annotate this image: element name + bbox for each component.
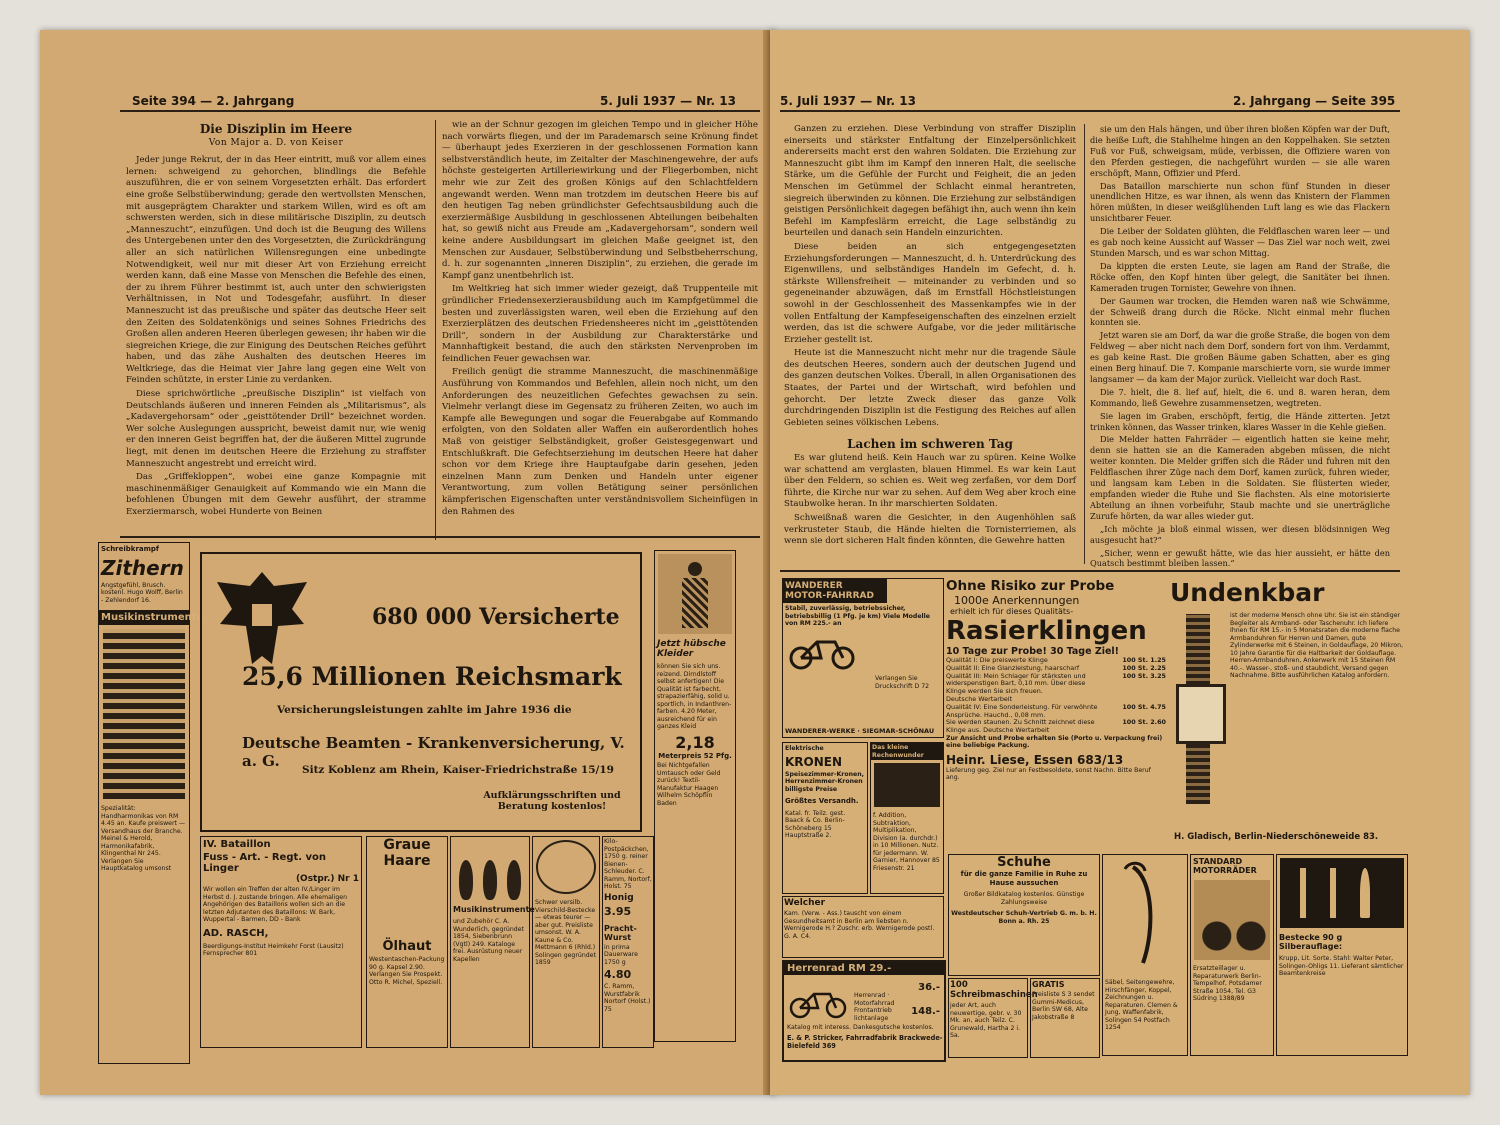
undenkbar-ad xyxy=(1170,578,1408,848)
header-rule xyxy=(120,110,760,112)
ad-text: können Sie sich uns. reizend. Dirndlstoff selbst anfertigen! Die Qualität ist farbecht, strapazierfähig, solid u. sportlich, in Indanthren-farben. 4.20 Meter, ausreichend für ein ganzes Kleid xyxy=(657,663,732,730)
ad-text: Stabil, zuverlässig, betriebssicher, betriebsbillig (1 Pfg. je km) Viele Modelle von RM 225.- an xyxy=(785,605,930,627)
wanderer-ad xyxy=(782,578,944,738)
herrenrad-ad xyxy=(782,960,946,1062)
ad-footer: WANDERER-WERKE · SIEGMAR-SCHÖNAU xyxy=(785,727,935,735)
ad-title: IV. Bataillon xyxy=(203,839,271,850)
schreibmaschinen-ad xyxy=(948,978,1038,1058)
ad-text: Westentaschen-Packung 90 g. Kapsel 2.90. Verlangen Sie Prospekt. Otto R. Michel, Speziell. xyxy=(369,956,445,986)
blade-price-row xyxy=(946,673,1166,696)
insurance-note: Aufklärungsschriften und Beratung kostenlos! xyxy=(483,790,621,812)
article-paragraph: Diese beiden an sich entgegengesetzten Erziehungsforderungen — Manneszucht, d. h. Unterdrückung des Eigenwillens, und selbständiges Handeln im Gefecht, d. h. stärkste Willensfreiheit — miteinander zu verbinden und so gegeneinander abzuwägen, daß im Ernstfall Höchstleistungen sowohl in der Geschlossenheit des Massenkampfes wie in der vollen Entfaltung der Kampfeseigenschaften des einzelnen erzielt werden, das ist die schwere Aufgabe, vor die jeder militärische Erzieher gestellt ist. xyxy=(784,241,1076,345)
instruments-image xyxy=(454,840,526,900)
ad-title: 100 Schreibmaschinen xyxy=(950,980,1038,1000)
ad-price: 4.80 xyxy=(604,968,632,981)
story-title: Lachen im schweren Tag xyxy=(847,437,1013,452)
blade-quality-label: Qualität III: Mein Schlager für stärksten und widerspenstigen Bart, 0,10 mm. Über diese Klinge werden Sie sich freuen. xyxy=(946,671,1086,696)
ads-rule xyxy=(780,570,1400,572)
article-paragraph: Diese sprichwörtliche „preußische Disziplin“ ist vielfach von Deutschlands äußeren und inneren Feinden als „Militarismus“, als „Kadavergehorsam“ oder „geisttötender Drill“ bezeichnet worden. Wer solche Auslegungen ausspricht, beweist damit nur, wie wenig er den inneren Geist begriffen hat, der die äußeren Mittel zugrunde liegt, mit denen im deutschen Heere die Erziehung zu straffster Manneszucht angestrebt und erreicht wird. xyxy=(126,389,426,469)
ad-title: Herrenrad RM 29.- xyxy=(784,962,944,975)
ad-sub: für die ganze Familie in Ruhe zu Hause aussuchen xyxy=(960,870,1088,887)
blade-quality-label: Deutsche Wertarbeit xyxy=(946,694,1013,703)
ad-title: KRONEN xyxy=(785,754,843,769)
ad-text: Speisezimmer-Kronen, Herrenzimmer-Kronen billigste Preise xyxy=(785,770,864,793)
bestecke-ad xyxy=(1276,854,1408,1056)
payout-caption: Versicherungsleistungen zahlte im Jahre 1936 die xyxy=(277,704,572,716)
story-paragraph: Schweißnaß waren die Gesichter, in den Augenhöhlen saß verkrusteter Staub, die Hände hielten die Tornisterriemen, als wenn sie dort sicheren Halt finden könnten, die Gewehre hatten xyxy=(784,513,1076,547)
ad-line: Fuss - Art. - Regt. von Linger xyxy=(203,852,327,874)
rechenwunder-ad xyxy=(870,742,944,894)
honig-ad xyxy=(602,836,654,1048)
ad-footer: Bei Nichtgefallen Umtausch oder Geld zurück! Textil-Manufaktur Haagen Wilhelm Schöpflin Baden xyxy=(657,762,721,807)
motor-bicycle-image xyxy=(787,630,857,670)
article-paragraph: wie an der Schnur gezogen im gleichen Tempo und in gleicher Höhe nach vorwärts fliegen, und der im Parademarsch seine Krönung findet — überhaupt jedes Exerzieren in der geschlossenen Formation kann selbstverständlich heute, im Zeitalter der Maschinengewehre, der aufs höchste gesteigerten Artilleriewirkung und der Fliegerbomben, nicht mehr wie zur Zeit des großen Königs auf den Schlachtfeldern angewandt werden. Wenn man trotzdem im deutschen Heere bis auf den heutigen Tag neben gründlichster Gefechtsausbildung auch die exerziermäßige Ausbildung in geschlossenen Abteilungen beibehalten hat, so gewiß nicht aus Freude am „Kadavergehorsam“, sondern weil keine andere Ausbildungsart im gleichen Maße geeignet ist, den Menschen zur Ausdauer, Selbstüberwindung und Selbstbeherrschung, d. h. zur sogenannten „inneren Disziplin“, zu erziehen, die gerade im Kampf ganz unentbehrlich ist. xyxy=(442,120,758,281)
ad-title: Welcher xyxy=(784,898,826,908)
story-paragraph: Die Leiber der Soldaten glühten, die Feldflaschen waren leer — und es gab noch keine Aussicht auf Wasser — Das Ziel war noch weit, zwei Stunden Marsch, und es war schon Mittag. xyxy=(1090,226,1390,258)
ad-title: Schuhe xyxy=(997,855,1051,870)
ad-text: Säbel, Seitengewehre, Hirschfänger, Koppel, Zeichnungen u. Reparaturen. Clemen & Jung, Waffenfabrik, Solingen 54 Postfach 1254 xyxy=(1105,979,1178,1031)
story-paragraph: Es war glutend heiß. Kein Hauch war zu spüren. Keine Wolke war schattend am verglasten, blauen Himmel. Es war kein Laut über den Feldern, so schien es. Weit weg zerfaßen, vor dem Dorf führte, die Kirche nur war zu sehen. Auf dem Weg aber kroch eine Staubwolke heran. In ihr marschierten Soldaten. xyxy=(784,453,1076,510)
story-paragraph: Der Gaumen war trocken, die Hemden waren naß wie Schwämme, der Schweiß drang durch die Röcke. Nicht einmal mehr fluchen konnten sie. xyxy=(1090,295,1390,328)
welcher-ad xyxy=(782,896,944,958)
ad-text: Spezialität: Handharmonikas von RM 4.45 an. Kaufe preiswert — Versandhaus der Branche. Meinel & Herold, Harmonikafabrik, Klingenthal Nr 245. Verlangen Sie Hauptkatalog umsonst xyxy=(101,805,186,872)
blade-quality-label: Sie werden staunen. Zu Schnitt zeichnet diese Klinge aus. Deutsche Wertarbeit xyxy=(946,718,1095,735)
rasierklingen-ad xyxy=(946,578,1166,850)
article-paragraph: Das „Griffekloppen“, wobei eine ganze Kompagnie mit maschinenmäßiger Genauigkeit auf Kommando wie ein Mann die befohlenen Übungen mit dem Gewehr ausführt, der stramme Exerziermarsch, wobei Hunderte von Beinen xyxy=(126,472,426,517)
accordion-image xyxy=(103,629,185,799)
ad-title: Graue Haare xyxy=(383,837,431,869)
kronen-ad xyxy=(782,742,868,894)
article-paragraph: Jeder junge Rekrut, der in das Heer eintritt, muß vor allem eines lernen: schweigend zu gehorchen, blindlings die Befehle auszuführen, die er von seinem Vorgesetzten erhält. Das erfordert eine große Selbstüberwindung; gerade den wertvollsten Menschen, mit ausgeprägtem Charakter und starkem Willen, wird es oft am schwersten werden, sich in diese militärische Disziplin, zu deutsch „Manneszucht“, einzufügen. Und doch ist die Beugung des Willens des Untergebenen unter den des Vorgesetzten, die Zurückdrängung aller an sich natürlichen Willensregungen eine unbedingte Notwendigkeit, weil nur mit dieser Art von Erziehung erreicht werden kann, daß eine Masse von Menschen die Befehle des einen, der zu ihrem Führer bestimmt ist, auch unter den schwierigsten Verhältnissen, in Not und Todesgefahr, ausführt. In dieser Manneszucht ist das preußische und später das deutsche Heer seit den Zeiten des Soldatenkönigs und seines Sohnes Friedrichs des Großen allen anderen Heeren überlegen gewesen; ihr haben wir die siegreichen Kriege, die zur Einigung des Deutschen Reiches geführt haben, und das zähe Aushalten des deutschen Heeres im Weltkriege, das die Heimat vier Jahre lang gegen eine Welt von Feinden schützte, in erster Linie zu verdanken. xyxy=(126,155,426,386)
schuhe-ad xyxy=(948,854,1100,976)
story-paragraph: Jetzt waren sie am Dorf, da war die große Straße, die bogen von dem Feldweg — aber nicht nach dem Dorf, sondern fort von ihm. Verdammt, es gab keine Rast. Die großen Bäume gaben Schatten, aber es ging einen Berg hinauf. Die 7. Kompanie marschierte vorn, sie wurde immer langsamer — da kam der Major zurück. Vielleicht war doch Rast. xyxy=(1090,330,1390,384)
ad-text: Herrenrad · Motorfahrrad Frontantrieb lichtanlage xyxy=(854,992,895,1022)
ad-brand: Zithern xyxy=(101,555,184,580)
ad-title: Jetzt hübsche Kleider xyxy=(657,639,726,659)
ad-text: Angstgefühl, Brusch. kostenl. Hugo Wolff, Berlin - Zehlendorf 16. xyxy=(101,581,183,604)
cutlery-image xyxy=(1280,858,1404,928)
insurance-ad xyxy=(200,552,642,832)
article-paragraph: Im Weltkrieg hat sich immer wieder gezeigt, daß Truppenteile mit gründlicher Friedensexerzierausbildung auch im Kampfgetümmel die besten und zuverlässigsten waren, weil eben die Erziehung auf den Exerzierplätzen des deutschen Friedensheeres nicht im „geisttötenden Drill“, sondern in der Ausbildung zur Charakterstärke und Mannhaftigkeit bestand, die auch den stärksten Nervenproben im feindlichen Feuer gewachsen war. xyxy=(442,284,758,364)
ad-text: jeder Art, auch neuwertige, gebr. v. 30 Mk. an, auch Teilz. C. Grunewald, Hartha 2 i. Sa. xyxy=(950,1002,1022,1039)
ad-footer: Katal. fr. Teilz. gest. Baack & Co. Berlin-Schöneberg 15 Hauptstraße 2. xyxy=(785,809,846,839)
blade-price-row xyxy=(946,719,1166,735)
ad-text: Beerdigungs-Institut Heimkehr Forst (Lausitz) Fernsprecher 801 xyxy=(203,942,344,957)
kleider-ad xyxy=(654,550,736,1042)
story-paragraph: Da kippten die ersten Leute, sie lagen am Rand der Straße, die Röcke offen, den Kopf hinten über gelegt, die Sanitäter bei ihnen. Kameraden trugen Tornister, Gewehre von ihnen. xyxy=(1090,260,1390,293)
eagle-logo xyxy=(212,564,312,674)
ad-price-sub: Meterpreis 52 Pfg. xyxy=(658,751,732,760)
ad-top-text: Elektrische xyxy=(785,745,824,752)
column-divider xyxy=(435,120,436,540)
ad-text: Preisliste S 3 sendet Gummi-Medicus, Berlin SW 68, Alte Jakobstraße 8 xyxy=(1032,991,1095,1021)
ad-top-text: Schreibkrampf xyxy=(101,545,159,553)
ad-text: Schwer versilb. Vierschild-Bestecke — etwas teurer — aber gut. Preisliste umsonst. W. A. Kaune & Co. Mettmann 6 (Rhld.) Solingen gegründet 1859 xyxy=(535,899,596,966)
article-column-3 xyxy=(784,124,1076,564)
ad-title: WANDERER MOTOR-FAHRRAD xyxy=(783,579,887,603)
ad-price: 36.- xyxy=(918,982,940,993)
article-paragraph: Ganzen zu erziehen. Diese Verbindung von straffer Disziplin einerseits und stärkster Entfaltung der Einzelpersönlichkeit andererseits macht erst den wahren Soldaten. Die Erziehung zur Manneszucht gibt ihm im Kampf den inneren Halt, die seelische Stärke, um die Gefühle der Furcht und Feigheit, die an jeden Menschen im Getümmel der Schlacht einmal herantreten, siegreich überwinden zu können. Die Erziehung zur selbständigen geistigen Persönlichkeit dagegen befähigt ihn, auch wenn ihn kein Befehl im Kampfeslärm erreicht, die Lage selbständig zu beurteilen und danach sein Handeln einzurichten. xyxy=(784,124,1076,239)
ad-address: Heinr. Liese, Essen 683/13 xyxy=(946,752,1124,767)
bicycle-image xyxy=(788,986,848,1020)
insured-count: 680 000 Versicherte xyxy=(372,604,620,630)
blade-quality-label: Qualität II: Eine Glanzleistung, haarscharf xyxy=(946,663,1080,672)
article-paragraph: Freilich genügt die stramme Manneszucht, die maschinenmäßige Ausführung von Kommandos und Befehlen, allein noch nicht, um den Anforderungen des neuzeitlichen Gefechtes gewachsen zu sein. Vielmehr verlangt diese im Gegensatz zu früheren Zeiten, wo auch im Kampfe alle Bewegungen und sogar die Feuerabgabe auf Kommando erfolgten, von den Soldaten aller Waffen ein außerordentlich hohes Maß von geistiger Selbständigkeit, großer Geistesgegenwart und Entschlußkraft. Die Gefechtserziehung im deutschen Heere hat daher schon vor dem Kriege ihre Hauptaufgabe darin gesehen, jeden einzelnen Mann zum Denken und Handeln unter eigener Verantwortung, zum vollen Betätigung seiner persönlichen kämpferischen Eigenschaften unter verständnisvollem Sicheinfügen in den Rahmen des xyxy=(442,367,758,517)
wristwatch-image xyxy=(1172,614,1224,804)
zithern-ad xyxy=(98,542,204,1064)
ad-text: Kam. (Verw. - Ass.) tauscht von einem Gesundheitsamt in Berlin am liebsten n. Wernigerode H.? Zuschr. erb. Wernigerode postl. G. A. C4. xyxy=(784,910,935,940)
ads-rule xyxy=(120,536,760,538)
story-paragraph: „Sicher, wenn er gewußt hätte, wie das hier aussieht, er hätte den Quatsch bestimmt bleiben lassen.“ xyxy=(1090,547,1390,569)
ad-text: Krupp, Lit. Sorte. Stahl: Walter Peter, Solingen-Ohligs 11. Lieferant sämtlicher Beamtenkreise xyxy=(1279,955,1404,977)
story-paragraph: „Ich möchte ja bloß einmal wissen, wer diesen blödsinnigen Weg ausgesucht hat?“ xyxy=(1090,523,1390,545)
article-byline: Von Major a. D. von Keiser xyxy=(208,137,344,148)
blade-price: 100 St. 2.25 xyxy=(1122,663,1166,672)
story-paragraph: Die Melder hatten Fahrräder — eigentlich hatten sie keine mehr, denn sie hatten sie an die Kameraden abgeben müssen, die nicht weiter konnten. Die Melder griffen sich die Räder und fuhren mit den Feldflaschen ihrer Züge nach dem Dorf, kamen zurück, fuhren wieder, und langsam kam Leben in die Soldaten. Sie flüsterten wieder, empfanden wieder die Ruhe und Sie flachsten. Als eine motorisierte Abteilung an ihnen vorbeifuhr, Staub machte und sie unerträgliche Zurufe hörten, da war alles wieder gut. xyxy=(1090,434,1390,521)
ad-subheadline: 1000e Anerkennungen xyxy=(954,594,1080,607)
blade-price: 100 St. 4.75 xyxy=(1122,702,1166,711)
ad-text: f. Addition, Subtraktion, Multiplikation, Division (a. durchdr.) in 10 Millionen. Nutz. für jedermann. W. Garnier, Hannover 85 Friesenstr. 21 xyxy=(873,812,940,872)
ad-title: Pracht-Wurst xyxy=(604,923,637,942)
ad-price: 2,18 xyxy=(675,732,715,752)
ad-sub: Größtes Versandh. xyxy=(785,797,859,805)
blade-price: 100 St. 1.25 xyxy=(1122,656,1166,664)
dress-figure-image xyxy=(658,554,732,634)
story-paragraph: sie um den Hals hängen, und über ihren bloßen Köpfen war der Duft, die heiße Luft, die Stahlhelme hingen an den Koppelhaken. Sie setzten Fuß vor Fuß, schweigsam, müde, verbissen, die Offiziere waren von den Pferden gestiegen, die nachgeführt wurden — sie alle waren erschöpft, Mann, Offizier und Pferd. xyxy=(1090,124,1390,178)
calculator-image xyxy=(874,763,940,807)
ad-footer: Katalog mit interess. Dankesgutsche kostenlos. xyxy=(787,1024,934,1031)
standard-motorrad-ad xyxy=(1190,854,1274,1056)
payout-amount: 25,6 Millionen Reichsmark xyxy=(242,662,622,691)
article-paragraph: Heute ist die Manneszucht nicht mehr nur die tragende Säule des deutschen Heeres, sondern auch der deutschen Jugend und des ganzen deutschen Volkes. Überall, in allen Organisationen des Staates, der Partei und der Wirtschaft, wird befohlen und gehorcht. Der letzte Zweck dieser das ganze Volk durchdringenden Disziplin ist die Festigung des Reiches auf allen Gebieten seines völkischen Lebens. xyxy=(784,348,1076,428)
ad-title: Das kleine Rechenwunder xyxy=(871,743,943,760)
right-page-header-left: 5. Juli 1937 — Nr. 13 xyxy=(780,94,916,108)
ad-text: Großer Bildkatalog kostenlos. Günstige Zahlungsweise xyxy=(963,891,1085,906)
ad-address: Westdeutscher Schuh-Vertrieb G. m. b. H. Bonn a. Rh. 25 xyxy=(951,910,1097,925)
ad-brand: Musikinstrumente xyxy=(101,612,204,623)
ad-sub: Verlangen Sie Druckschrift D 72 xyxy=(875,675,930,690)
ad-text: Wir wollen ein Treffen der alten IV./Linger im Herbst d. J. zustande bringen. Alle ehemaligen Angehörigen des Bataillons wollen sich an die letzten Adjutanten des Bataillons: W. Bark, Wuppertal - Barmen, DD - Bank xyxy=(203,886,347,923)
right-newspaper-page xyxy=(770,30,1470,1095)
besteck-ad xyxy=(532,836,600,1048)
ad-sub: C. Ramm, Wurstfabrik Nortorf (Holst.) 75 xyxy=(604,983,651,1013)
ad-text: in prima Dauerware 1750 g xyxy=(604,943,638,966)
article-column-2 xyxy=(442,120,758,540)
left-page-header-right: 5. Juli 1937 — Nr. 13 xyxy=(600,94,736,108)
story-paragraph: Sie lagen im Graben, erschöpft, fertig, die Hände zitterten. Jetzt trinken können, das Wasser trinken, klares Wasser in die Kehle gießen. xyxy=(1090,410,1390,432)
blade-price-list xyxy=(946,657,1166,735)
ad-text: und Zubehör C. A. Wunderlich, gegründet 1854, Siebenbrunn (Vgtl) 249. Kataloge frei. Ausrüstung neuer Kapellen xyxy=(453,918,524,963)
musikinstr-ad xyxy=(450,836,535,1048)
ad-subheadline: 10 Tage zur Probe! 30 Tage Ziel! xyxy=(946,646,1120,657)
ad-title: AD. RASCH, xyxy=(203,927,269,939)
ad-title: Musikinstrumente xyxy=(453,905,535,914)
ad-address: E. & P. Stricker, Fahrradfabrik Brackwede-Bielefeld 369 xyxy=(787,1034,943,1050)
blade-price-row xyxy=(946,704,1166,720)
left-page-header-left: Seite 394 — 2. Jahrgang xyxy=(132,94,295,108)
ad-title: STANDARD MOTORRÄDER xyxy=(1193,857,1257,875)
ad-title: GRATIS xyxy=(1032,980,1065,989)
story-paragraph: Die 7. hielt, die 8. lief auf, hielt, die 6. und 8. waren heran, dem Kommando, ließ Gewehre zusammensetzen, wegtreten. xyxy=(1090,386,1390,408)
ad-title: Undenkbar xyxy=(1170,578,1325,607)
bataillon-ad xyxy=(200,836,362,1048)
article-column-4 xyxy=(1090,124,1390,569)
ad-price: 3.95 xyxy=(604,904,632,918)
clemen-ad xyxy=(1102,854,1188,1056)
blade-quality-label: Qualität I: Die preiswerte Klinge xyxy=(946,656,1048,664)
ad-title: Bestecke 90 g Silberauflage: xyxy=(1279,933,1343,951)
right-page-header-right: 2. Jahrgang — Seite 395 xyxy=(1233,94,1396,108)
blade-price: 100 St. 3.25 xyxy=(1122,671,1166,680)
ad-subheadline: erhielt ich für dieses Qualitäts- xyxy=(950,607,1074,616)
saber-image xyxy=(1113,859,1173,969)
left-newspaper-page xyxy=(40,30,775,1095)
gratis-ad xyxy=(1030,978,1100,1058)
motorcycle-image xyxy=(1194,880,1270,960)
blade-quality-label: Qualität IV: Eine Sonderleistung. Für verwöhnte Ansprüche. Hauchd., 0,08 mm. xyxy=(946,702,1098,719)
ad-title: Honig xyxy=(604,892,634,903)
haare-ad xyxy=(366,836,448,1048)
insurer-name: Deutsche Beamten - Krankenversicherung, V. a. G. xyxy=(242,734,625,770)
ad-title: Rasierklingen xyxy=(946,616,1147,646)
ad-headline: Ohne Risiko zur Probe xyxy=(946,578,1115,594)
ad-footer: Lieferung geg. Ziel nur an Festbesoldete, sonst Nachn. Bitte Beruf ang. xyxy=(946,766,1151,782)
cutlery-logo xyxy=(536,840,596,894)
ad-text: ist der moderne Mensch ohne Uhr. Sie ist ein ständiger Begleiter als Armband- oder Taschenuhr. Ich liefere Ihnen für RM 15.- in 5 Monatsraten die moderne flache Armbanduhren für Herren und Damen, gute Zylinderwerke mit 6 Steinen, in Goldauflage, 20 Mikron, 10 Jahre Garantie für die Haltbarkeit der Goldauflage. Herren-Armbanduhren, Ankerwerk mit 15 Steinen RM 40.-. Wasser-, stoß- und staubdicht, Versand gegen Nachnahme. Bitte ausführlichen Katalog anfordern. xyxy=(1230,612,1404,679)
ad-text: Kilo-Postpäckchen, 1750 g. reiner Bienen-Schleuder. C. Ramm, Nortorf, Holst. 75 xyxy=(604,838,652,890)
article-column-1 xyxy=(126,120,426,540)
ad-price: 148.- xyxy=(911,1006,940,1017)
header-rule xyxy=(780,110,1400,112)
ad-sub: (Ostpr.) Nr 1 xyxy=(295,874,359,884)
ad-sub: Ölhaut xyxy=(382,939,432,954)
ad-text: Ersatzteillager u. Reparaturwerk Berlin-Tempelhof, Potsdamer Straße 1054, Tel. G3 Südring 1388/89 xyxy=(1193,965,1262,1002)
article-title: Die Disziplin im Heere xyxy=(199,122,353,136)
insurer-address: Sitz Koblenz am Rhein, Kaiser-Friedrichstraße 15/19 xyxy=(302,764,614,776)
column-divider xyxy=(1084,124,1085,564)
ad-footer: H. Gladisch, Berlin-Niederschöneweide 83. xyxy=(1174,832,1379,842)
ad-note: Zur Ansicht und Probe erhalten Sie (Porto u. Verpackung frei) eine beliebige Packung. xyxy=(946,734,1163,750)
blade-price: 100 St. 2.60 xyxy=(1122,718,1166,727)
story-paragraph: Das Bataillon marschierte nun schon fünf Stunden in dieser unendlichen Hitze, es war ihnen, als wenn das Knistern der Flammen hören müßten, in dieser weißglühenden Luft lang es wie das Flackern unsichtbarer Feuer. xyxy=(1090,180,1390,224)
